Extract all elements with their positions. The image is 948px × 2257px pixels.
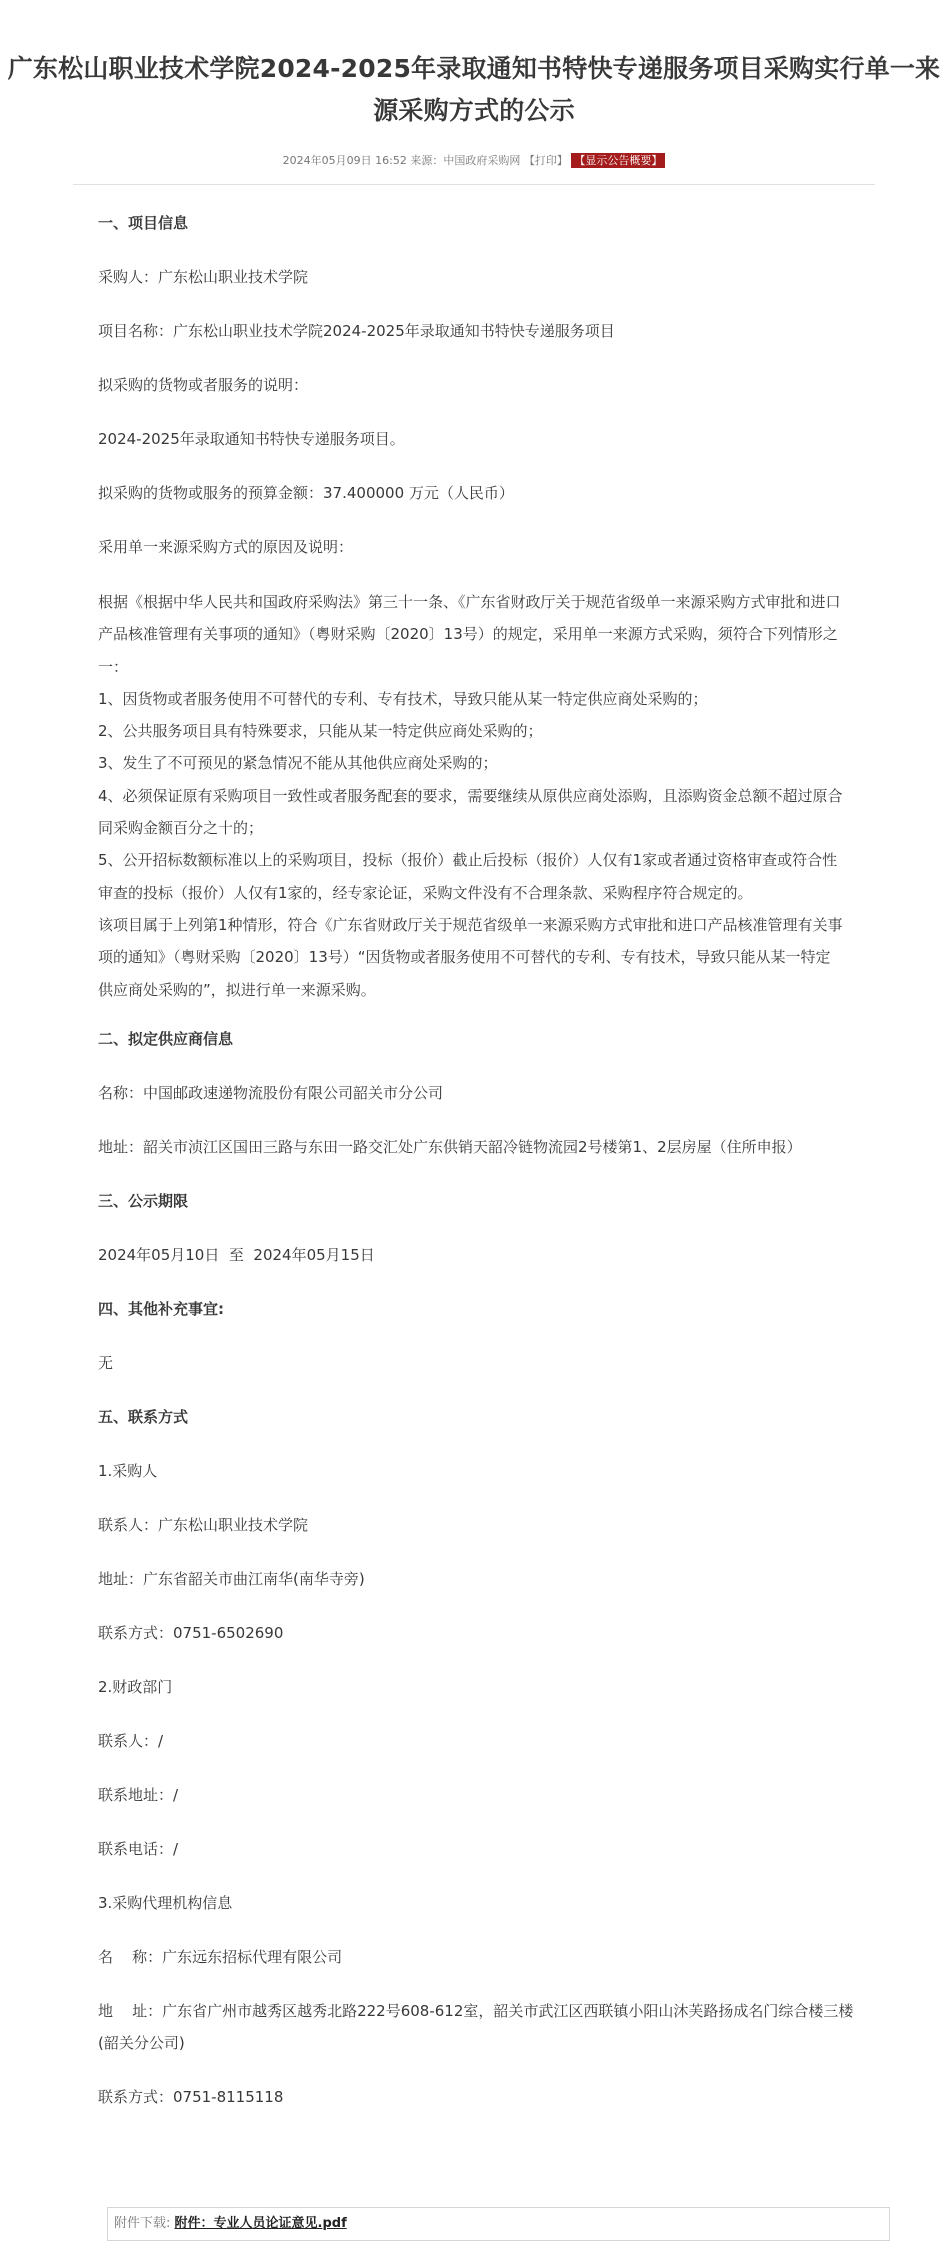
goods-desc-text: 2024-2025年录取通知书特快专递服务项目。: [98, 430, 405, 448]
reason-line: 5、公开招标数额标准以上的采购项目，投标（报价）截止后投标（报价）人仅有1家或者通过资格审查或符合性: [98, 851, 838, 870]
source-name: 中国政府采购网: [443, 154, 521, 167]
section-project-info-heading: 一、项目信息: [98, 214, 189, 232]
reason-line: 产品核准管理有关事项的通知》（粤财采购〔2020〕13号）的规定，采用单一来源方式采购，须符合下列情形之: [98, 625, 838, 644]
section-period-heading: 三、公示期限: [98, 1192, 189, 1210]
reason-line: 项的通知》（粤财采购〔2020〕13号）“因货物或者服务使用不可替代的专利、专有技术，导致只能从某一特定: [98, 948, 831, 967]
goods-desc-label: 拟采购的货物或者服务的说明：: [98, 376, 309, 394]
reason-paragraph: [98, 586, 898, 1006]
reason-line: 供应商处采购的”，拟进行单一来源采购。: [98, 980, 376, 999]
reason-line: 审查的投标（报价）人仅有1家的，经专家论证，采购文件没有不合理条款、采购程序符合规定的。: [98, 883, 753, 902]
reason-line: 该项目属于上列第1种情形，符合《广东省财政厅关于规范省级单一来源采购方式审批和进口产品核准管理有关事: [98, 915, 843, 934]
other-text: 无: [98, 1354, 114, 1372]
publish-datetime: 2024年05月09日 16:52: [282, 154, 407, 167]
source-label: 来源：: [410, 154, 444, 167]
contact-finance-address: 联系地址：/: [98, 1786, 179, 1804]
reason-line: 同采购金额百分之十的；: [98, 819, 264, 838]
supplier-name-text: 名称：中国邮政速递物流股份有限公司韶关市分公司: [98, 1084, 444, 1102]
print-link[interactable]: 【打印】: [523, 154, 568, 167]
reason-line: 2、公共服务项目具有特殊要求，只能从某一特定供应商处采购的；: [98, 722, 543, 741]
page-title: [0, 0, 948, 132]
reason-line: 3、发生了不可预见的紧急情况不能从其他供应商处采购的；: [98, 754, 498, 773]
contact-finance-phone: 联系电话：/: [98, 1840, 179, 1858]
contact-purchaser-address: 地址：广东省韶关市曲江南华(南华寺旁): [98, 1570, 365, 1588]
contact-purchaser-name: 联系人：广东松山职业技术学院: [98, 1516, 309, 1534]
contact-finance-name: 联系人：/: [98, 1732, 164, 1750]
reason-line: 1、因货物或者服务使用不可替代的专利、专有技术，导致只能从某一特定供应商处采购的；: [98, 689, 708, 708]
agency-address-line: 地 址：广东省广州市越秀区越秀北路222号608-612室，韶关市武江区西联镇小阳山沐芙路扬成名门综合楼三楼: [98, 2002, 854, 2020]
contact-agency-phone: 联系方式：0751-8115118: [98, 2088, 284, 2106]
reason-line: 根据《根据中华人民共和国政府采购法》第三十一条、《广东省财政厅关于规范省级单一来源采购方式审批和进口: [98, 593, 841, 611]
budget-text: 拟采购的货物或服务的预算金额：37.400000 万元（人民币）: [98, 484, 514, 502]
contact-agency-address: [98, 1995, 898, 2060]
section-other-heading: 四、其他补充事宜:: [98, 1300, 224, 1318]
section-contact-heading: 五、联系方式: [98, 1408, 189, 1426]
purchaser-text: 采购人：广东松山职业技术学院: [98, 268, 309, 286]
contact-agency-name: 名 称：广东远东招标代理有限公司: [98, 1948, 343, 1966]
attachment-download-link[interactable]: 附件：专业人员论证意见.pdf: [174, 2216, 347, 2231]
supplier-address-text: 地址：韶关市浈江区国田三路与东田一路交汇处广东供销天韶冷链物流园2号楼第1、2层房屋（住所申报）: [98, 1138, 802, 1156]
section-supplier-heading: 二、拟定供应商信息: [98, 1030, 234, 1048]
meta-info: [0, 152, 948, 170]
period-text: 2024年05月10日 至 2024年05月15日: [98, 1246, 375, 1264]
contact-finance-heading: 2.财政部门: [98, 1678, 173, 1696]
agency-address-line: (韶关分公司): [98, 2034, 185, 2053]
reason-line: 一：: [98, 657, 129, 676]
page-title-line2: 源采购方式的公示: [373, 96, 575, 125]
page-title-line1: 广东松山职业技术学院2024-2025年录取通知书特快专递服务项目采购实行单一来: [7, 54, 941, 83]
show-overview-button[interactable]: 【显示公告概要】: [571, 153, 665, 168]
project-name-text: 项目名称：广东松山职业技术学院2024-2025年录取通知书特快专递服务项目: [98, 322, 615, 340]
reason-label: 采用单一来源采购方式的原因及说明：: [98, 538, 354, 556]
attachment-label: 附件下载:: [114, 2216, 171, 2231]
contact-agency-heading: 3.采购代理机构信息: [98, 1894, 233, 1912]
attachment-box: [107, 2207, 890, 2241]
contact-purchaser-heading: 1.采购人: [98, 1462, 158, 1480]
contact-purchaser-phone: 联系方式：0751-6502690: [98, 1624, 284, 1642]
title-divider: [73, 184, 875, 185]
reason-line: 4、必须保证原有采购项目一致性或者服务配套的要求，需要继续从原供应商处添购，且添购资金总额不超过原合: [98, 786, 843, 805]
